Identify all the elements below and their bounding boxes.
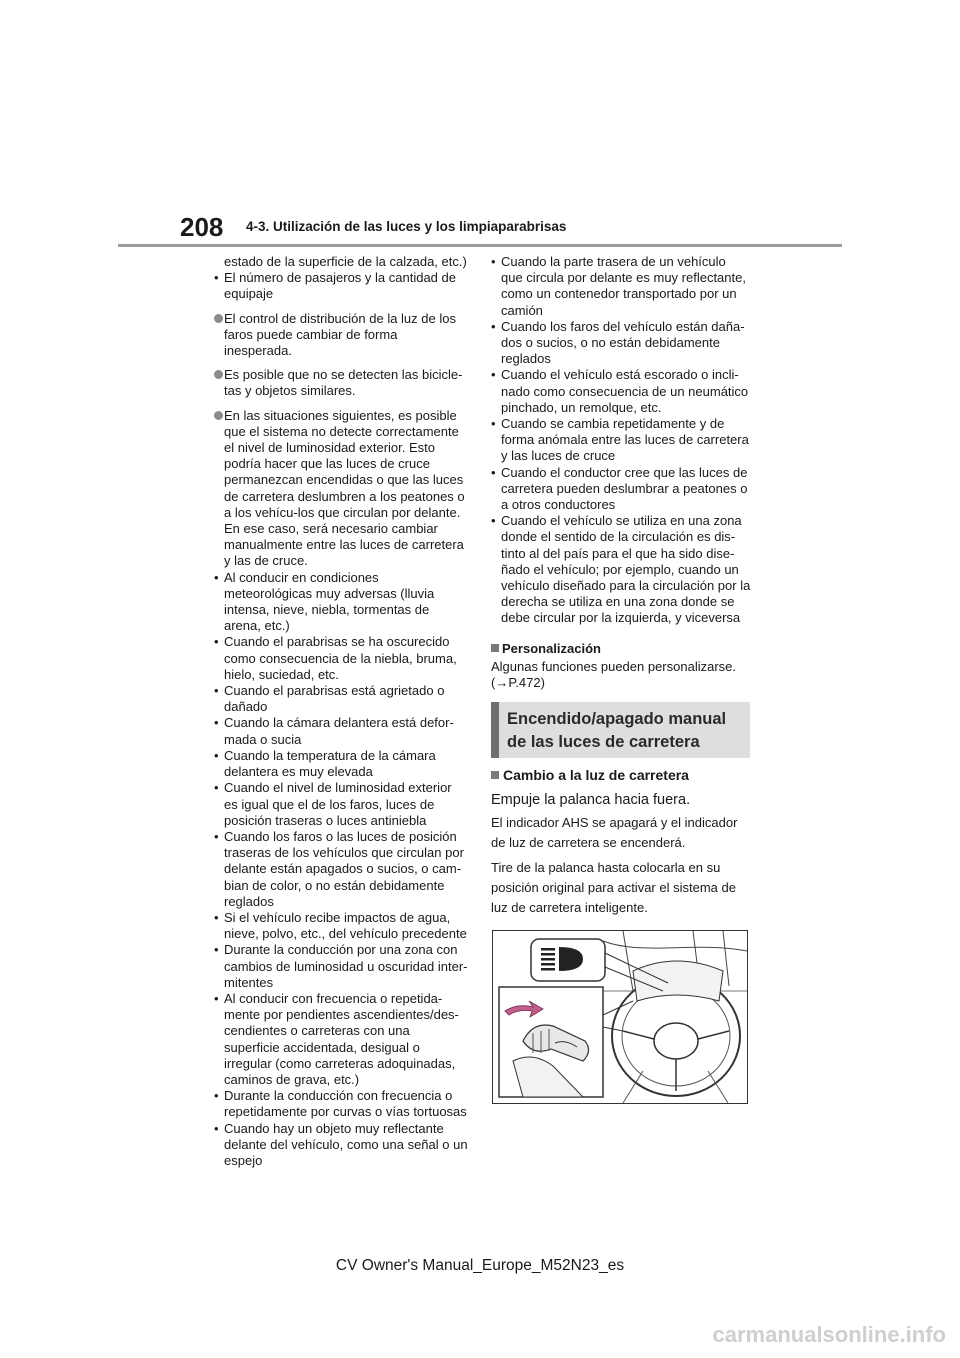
list-item <box>491 465 751 514</box>
list-item <box>214 1088 468 1120</box>
section-heading-box: Encendido/apagado manual de las luces de carretera <box>491 702 750 758</box>
list-item <box>491 367 751 416</box>
list-item <box>491 319 751 368</box>
bullet-mark: • <box>214 747 219 763</box>
list-item-text: Cuando se cambia repetidamente y de forma anómala entre las luces de carretera y las luces de cruce <box>501 416 749 464</box>
square-bullet-icon <box>491 644 499 652</box>
bullet-mark: • <box>491 513 496 529</box>
instruction-pull: Tire de la palanca hasta colocarla en su posición original para activar el sistema de luz de carretera inteligente. <box>491 860 736 915</box>
list-item <box>214 634 468 683</box>
bullet-mark: • <box>214 270 219 286</box>
list-item-text: Cuando el nivel de luminosidad exterior es igual que el de los faros, luces de posición traseras o luces antiniebla <box>224 780 452 828</box>
header-divider <box>118 244 842 247</box>
list-item-text: El número de pasajeros y la cantidad de equipaje <box>224 270 456 302</box>
list-item <box>214 748 468 780</box>
list-item-text: Cuando la parte trasera de un vehículo que circula por delante es muy reflectante, como un contenedor transportado por un camión <box>501 254 746 318</box>
right-column <box>491 254 751 691</box>
list-item <box>491 513 751 626</box>
customization-text: Algunas funciones pueden personalizarse. (→P.472) <box>491 658 737 691</box>
circle-note <box>214 408 468 570</box>
list-item <box>214 780 468 829</box>
list-item <box>491 254 751 319</box>
bullet-mark: • <box>491 254 496 269</box>
circle-note-text: En las situaciones siguientes, es posible que el sistema no detecte correctamente el nivel de luminosidad exterior. Esto podría hacer que las luces de cruce permanezcan encendidas o que las luces de carretera deslumbren a los peatones o a los vehícu-los que circulan por delante. En ese caso, será necesario cambiar manualmente entre las luces de carretera y las de cruce. <box>224 407 465 569</box>
circle-note-text: El control de distribución de la luz de los faros puede cambiar de forma inesperada. <box>224 310 456 359</box>
page-number: 208 <box>180 212 224 242</box>
list-item-text: Durante la conducción con frecuencia o repetidamente por curvas o vías tortuosas <box>224 1088 467 1120</box>
bullet-mark: • <box>214 909 219 925</box>
customization-heading <box>491 641 751 657</box>
bullet-mark: • <box>214 634 219 650</box>
list-item-text: Cuando los faros del vehículo están daña-dos o sucios, o no están debidamente reglados <box>501 318 745 367</box>
list-item-text: Cuando la cámara delantera está defor-mada o sucia <box>224 715 454 747</box>
circle-note <box>214 367 468 399</box>
watermark: carmanualsonline.info <box>712 1322 946 1347</box>
customization-heading-text: Personalización <box>502 640 601 656</box>
situation-bullet-list-left <box>214 570 468 1170</box>
list-item-text: Cuando el parabrisas se ha oscurecido como consecuencia de la niebla, bruma, hielo, suciedad, etc. <box>224 634 457 682</box>
list-item-text: Cuando el vehículo está escorado o incli-nado como consecuencia de un neumático pinchado, un remolque, etc. <box>501 367 749 415</box>
bullet-mark: • <box>214 1088 219 1104</box>
list-item <box>214 270 468 302</box>
lever-illustration <box>492 930 748 1104</box>
intro-bullet-list <box>214 270 468 302</box>
instruction-push: Empuje la palanca hacia fuera. <box>491 792 691 808</box>
bullet-mark: • <box>214 683 219 699</box>
bullet-mark: • <box>214 1120 219 1136</box>
circle-bullet-icon <box>214 370 223 379</box>
circle-bullet-icon <box>214 314 223 323</box>
footer-manual-id: CV Owner's Manual_Europe_M52N23_es <box>335 1257 625 1274</box>
bullet-mark: • <box>214 942 219 958</box>
bullet-mark: • <box>491 464 496 480</box>
situation-bullet-list-right <box>491 254 751 627</box>
list-item <box>214 683 468 715</box>
bullet-mark: • <box>491 416 496 432</box>
list-item <box>214 570 468 635</box>
left-column <box>214 254 468 1169</box>
list-item <box>214 829 468 910</box>
square-bullet-icon <box>491 771 499 779</box>
list-item-text: Cuando el parabrisas está agrietado o dañado <box>224 683 445 715</box>
list-item-text: Al conducir en condiciones meteorológicas muy adversas (lluvia intensa, nieve, niebla, tormentas de arena, etc.) <box>224 569 435 634</box>
bullet-mark: • <box>214 715 219 731</box>
list-item-text: Cuando los faros o las luces de posición traseras de los vehículos que circulan por delante están apagados o sucios, o cam-bian de color, o no están debidamente reglados <box>224 828 464 909</box>
list-item-text: Cuando el conductor cree que las luces de carretera pueden deslumbrar a peatones o a otros conductores <box>501 464 748 513</box>
list-item-text: Si el vehículo recibe impactos de agua, nieve, polvo, etc., del vehículo precedente <box>224 909 467 942</box>
list-item-text: Durante la conducción por una zona con cambios de luminosidad u oscuridad inter-mitentes <box>224 942 468 990</box>
bullet-mark: • <box>214 780 219 796</box>
bullet-mark: • <box>214 990 219 1006</box>
section-title: 4-3. Utilización de las luces y los limpiaparabrisas <box>246 219 567 234</box>
list-item <box>491 416 751 465</box>
subsection-heading <box>491 766 751 784</box>
circle-bullet-icon <box>214 411 223 420</box>
list-item-text: Al conducir con frecuencia o repetida-mente por pendientes ascendientes/des-cendientes o carreteras con una superficie accidentada, desigual o irregular (como carreteras adoquinadas, caminos de grava, etc.) <box>224 990 459 1087</box>
list-item-text: Cuando el vehículo se utiliza en una zona donde el sentido de la circulación es dis-tinto al del país para el que ha sido dise-ñado el vehículo; por ejemplo, cuando un vehículo diseñado para la circulación por la derecha se utiliza en una zona donde se debe circular por la izquierda, y viceversa <box>501 513 751 626</box>
list-item <box>214 991 468 1088</box>
list-item-text: Cuando la temperatura de la cámara delantera es muy elevada <box>224 747 436 780</box>
circle-note <box>214 311 468 360</box>
subsection-heading-text: Cambio a la luz de carretera <box>503 767 689 783</box>
intro-continuation: estado de la superficie de la calzada, etc.) <box>224 254 467 269</box>
bullet-mark: • <box>214 569 219 585</box>
list-item <box>214 942 468 991</box>
indicator-note: El indicador AHS se apagará y el indicador de luz de carretera se encenderá. <box>491 815 738 850</box>
list-item <box>214 1121 468 1170</box>
bullet-mark: • <box>214 828 219 844</box>
bullet-mark: • <box>491 318 496 334</box>
list-item <box>214 910 468 942</box>
steering-lever-drawing <box>493 931 747 1103</box>
list-item-text: Cuando hay un objeto muy reflectante delante del vehículo, como una señal o un espejo <box>224 1120 468 1168</box>
list-item <box>214 715 468 747</box>
bullet-mark: • <box>491 367 496 383</box>
circle-note-text: Es posible que no se detecten las bicicle-tas y objetos similares. <box>224 367 463 399</box>
